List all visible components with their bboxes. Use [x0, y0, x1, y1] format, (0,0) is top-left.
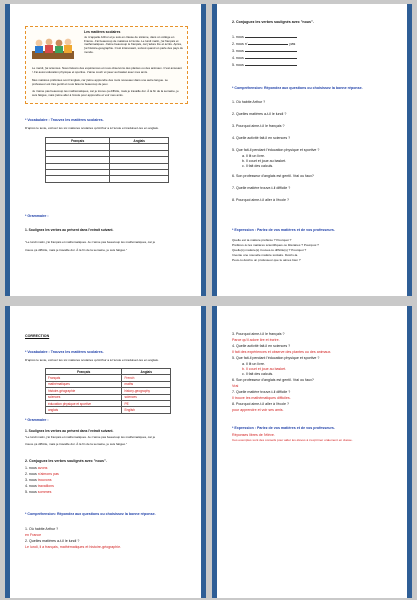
- grammar-text-line-1: "Le lundi matin, j'ai français et mathématiques. Je n'aime pas beaucoup les mathématiques, car je: [25, 435, 156, 439]
- grammar-heading: * Grammaire :: [25, 418, 49, 422]
- grammar-question-1: 1. Soulignez les verbes au présent dans l'extrait suivant.: [25, 228, 114, 232]
- expression-prompt-4: Invente une nouvelle matière scolaire. Décris-la.: [232, 253, 299, 257]
- question-7: 7. Quelle matière trouve-t-il difficile ?: [232, 390, 291, 394]
- vocab-instruction: D'après le texte, écrivez les six matières scolaires qu'Arthur a à l'école et traduisez-les en anglais.: [25, 126, 159, 130]
- vocab-heading: * Vocabulaire : Trouvez les matières scolaires.: [25, 118, 104, 122]
- grammar-text-line-2: trouve ça difficile, mais je travaille dur. À la fin de la semaine, je suis fatigué.": [25, 248, 127, 252]
- question-2: 2. Quelles matières a-t-il le lundi ?: [232, 112, 287, 116]
- page-border-right: [201, 4, 206, 296]
- answer-5: 5. nous sommes: [25, 490, 52, 494]
- table-row: sciences sciences: [46, 394, 171, 400]
- reading-text-box: [25, 26, 188, 104]
- table-row: anglais English: [46, 407, 171, 413]
- table-row: Français French: [46, 375, 171, 381]
- box-paragraph-1: Je m'appelle Arthur et je suis en classe de sixième, dans un collège en France. J'ai beaucoup de matières à l'école. Le lundi matin, j'ai français et mathématiques. J'aime beaucoup le français, car j'adore lire et écrire. Après, j'ai histoire-géographie. C'est intéressant, surtout quand on parle des pays du monde.: [84, 35, 183, 54]
- blank-2[interactable]: 2. nous n' pas: [232, 42, 296, 46]
- answer-q8: pour apprendre et voir ses amis.: [232, 408, 284, 412]
- col-header-fr: Français: [46, 369, 122, 375]
- correction-title: CORRECTION: [25, 334, 50, 338]
- comprehension-heading: * Compréhension: Répondez aux questions ou choisissez la bonne réponse.: [232, 86, 363, 90]
- table-row: éducation physique et sportive PE: [46, 400, 171, 406]
- worksheet-page-4: [212, 306, 412, 598]
- grammar-text-line-2: trouve ça difficile, mais je travaille dur. À la fin de la semaine, je suis fatigué.": [25, 442, 127, 446]
- box-title: Les matières scolaires: [84, 30, 121, 34]
- blank-3[interactable]: 3. nous: [232, 49, 297, 54]
- col-header-en: Anglais: [122, 369, 171, 375]
- expression-answer-2: Ces exemples sont des conseils pour aider les élèves à s'exprimer oralement en classe.: [232, 438, 353, 442]
- option-5c: c. Il fait des calculs.: [242, 372, 274, 376]
- question-8: 8. Pourquoi aime-t-il aller à l'école ?: [232, 402, 290, 406]
- worksheet-page-2: [212, 4, 412, 296]
- col-header-fr: Français: [46, 138, 110, 144]
- question-3: 3. Pourquoi aime-t-il le français ?: [232, 124, 285, 128]
- answer-2: 2. nous n'aimons pas: [25, 472, 59, 476]
- question-8: 8. Pourquoi aime-t-il aller à l'école ?: [232, 198, 290, 202]
- question-2: 2. Quelles matières a-t-il le lundi ?: [25, 539, 80, 543]
- answer-q4: Il fait des expériences et observe des plantes ou des animaux.: [232, 350, 332, 354]
- vocab-empty-table: [45, 137, 169, 183]
- answer-q7: Il trouve les mathématiques difficiles.: [232, 396, 291, 400]
- expression-heading: * Expression : Parlez de vos matières et de vos professeurs.: [232, 228, 335, 232]
- question-4: 4. Quelle activité fait-il en sciences ?: [232, 136, 291, 140]
- option-5a[interactable]: a. Il lit un livre.: [242, 154, 265, 158]
- table-row: mathématiques maths: [46, 381, 171, 387]
- answer-q2: Le lundi, il a français, mathématiques et histoire-géographie.: [25, 545, 122, 549]
- question-7: 7. Quelle matière trouve-t-il difficile ?: [232, 186, 291, 190]
- table-row[interactable]: [46, 176, 169, 182]
- worksheet-page-3: [5, 306, 206, 598]
- expression-prompt-3: Quelle(s) matière(s) trouves-tu difficile(s) ? Pourquoi ?: [232, 248, 307, 252]
- blank-5[interactable]: 5. nous: [232, 63, 297, 68]
- vocab-answer-table: [45, 368, 171, 414]
- answer-3: 3. nous trouvons: [25, 478, 52, 482]
- box-paragraph-3: Mes matières préférées sont l'anglais, car j'aime apprendre des mots nouveaux dans une autre langue. Le professeur est très gentil et nous faisons beaucoup de jeux.: [32, 78, 168, 86]
- box-paragraph-4: Je n'aime pas beaucoup les mathématiques, car je trouve ça difficile, mais je travaille dur. À la fin de la semaine, je suis fatigué, mais j'aime aller à l'école pour apprendre et voir mes amis.: [32, 89, 179, 97]
- conjugate-question: 2. Conjuguez les verbes soulignés avec "nous".: [25, 459, 107, 463]
- question-6: 6. Son professeur d'anglais est gentil. Vrai ou faux?: [232, 174, 314, 178]
- expression-prompt-2: Préfères-tu les matières scientifiques ou littéraires ? Pourquoi ?: [232, 243, 319, 247]
- answer-q3: Parce qu'il adore lire et écrire.: [232, 338, 280, 342]
- page-border-left: [5, 4, 10, 296]
- vocab-instruction: D'après le texte, écrivez les six matières scolaires qu'Arthur a à l'école et traduisez-les en anglais.: [25, 358, 159, 362]
- blank-4[interactable]: 4. nous: [232, 56, 297, 61]
- question-6: 6. Son professeur d'anglais est gentil. Vrai ou faux?: [232, 378, 314, 382]
- box-paragraph-2: Le mardi, j'ai sciences. Nous faisons des expériences et nous observons des plantes ou des animaux. C'est amusant ! J'ai aussi éducation physique et sportive. J'aime courir et jouer au basket avec mes amis.: [32, 66, 182, 74]
- page-border-left: [5, 306, 10, 598]
- question-4: 4. Quelle activité fait-il en sciences ?: [232, 344, 291, 348]
- page-border-right: [407, 4, 412, 296]
- expression-prompt-5: Peux-tu décrire un professeur que tu aimes bien ?: [232, 258, 301, 262]
- option-5b: b. Il court et joue au basket.: [242, 367, 287, 371]
- expression-answer-1: Réponses libres de l'élève.: [232, 433, 275, 437]
- grammar-question-1: 1. Soulignez les verbes au présent dans l'extrait suivant.: [25, 429, 114, 433]
- worksheet-page-1: [5, 4, 206, 296]
- question-1: 1. Où habite Arthur ?: [232, 100, 266, 104]
- option-5b[interactable]: b. Il court et joue au basket.: [242, 159, 287, 163]
- page-border-left: [212, 4, 217, 296]
- answer-1: 1. nous avons: [25, 466, 48, 470]
- expression-heading: * Expression : Parlez de vos matières et de vos professeurs.: [232, 426, 335, 430]
- page-border-right: [407, 306, 412, 598]
- page-border-right: [201, 306, 206, 598]
- answer-4: 4. nous travaillons: [25, 484, 54, 488]
- answer-q1: en France: [25, 533, 42, 537]
- option-5a: a. Il lit un livre.: [242, 362, 265, 366]
- grammar-text-line-1: "Le lundi matin, j'ai français et mathématiques. Je n'aime pas beaucoup les mathématiques, car je: [25, 240, 156, 244]
- col-header-en: Anglais: [110, 138, 169, 144]
- table-row: histoire-géographie history-geography: [46, 388, 171, 394]
- grammar-heading: * Grammaire :: [25, 214, 49, 218]
- students-illustration: [32, 37, 74, 59]
- answer-q6: Vrai: [232, 384, 239, 388]
- page-border-left: [212, 306, 217, 598]
- question-1: 1. Où habite Arthur ?: [25, 527, 59, 531]
- question-5: 5. Que fait-il pendant l'éducation physique et sportive ?: [232, 356, 320, 360]
- question-5: 5. Que fait-il pendant l'éducation physique et sportive ?: [232, 148, 320, 152]
- option-5c[interactable]: c. Il fait des calculs.: [242, 164, 274, 168]
- vocab-heading: * Vocabulaire : Trouvez les matières scolaires.: [25, 350, 104, 354]
- question-3: 3. Pourquoi aime-t-il le français ?: [232, 332, 285, 336]
- blank-1[interactable]: 1. nous: [232, 35, 297, 40]
- expression-prompt-1: Quelle est ta matière préférée ? Pourquoi ?: [232, 238, 292, 242]
- comprehension-heading: * Compréhension: Répondez aux questions ou choisissez la bonne réponse.: [25, 512, 156, 516]
- conjugate-question: 2. Conjuguez les verbes soulignés avec "nous".: [232, 20, 314, 24]
